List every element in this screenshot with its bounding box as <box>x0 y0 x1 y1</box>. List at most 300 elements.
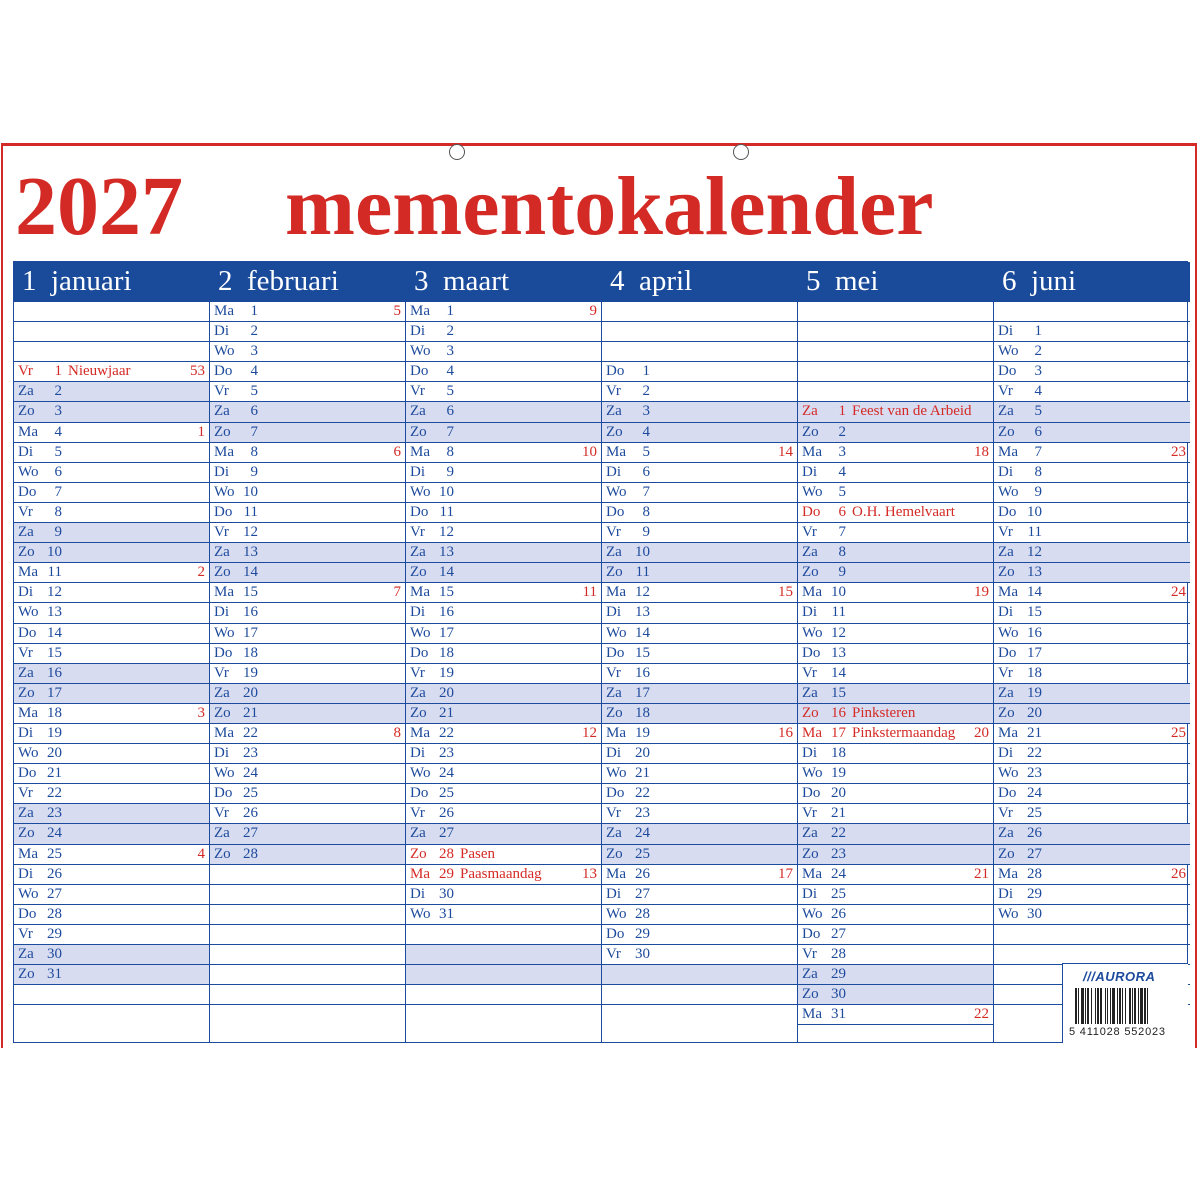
weekday-label: Za <box>998 544 1014 561</box>
day-number: 17 <box>47 684 62 701</box>
day-number: 29 <box>439 865 454 882</box>
day-row <box>406 965 601 985</box>
brand-logo: ///AURORA <box>1083 969 1156 984</box>
day-number: 9 <box>838 564 846 581</box>
day-row <box>602 784 797 804</box>
day-number: 18 <box>47 704 62 721</box>
month-header: 2 februari <box>210 262 405 302</box>
day-row <box>798 704 993 724</box>
weekday-label: Ma <box>18 423 38 440</box>
day-row <box>406 443 601 463</box>
day-row <box>14 322 209 342</box>
day-number: 14 <box>635 624 650 641</box>
weekday-label: Di <box>606 885 621 902</box>
day-number: 14 <box>1027 584 1042 601</box>
weekday-label: Vr <box>18 644 33 661</box>
day-row <box>994 905 1190 925</box>
day-row <box>406 925 601 945</box>
day-row <box>602 664 797 684</box>
day-row <box>602 503 797 523</box>
week-number: 23 <box>1171 443 1186 460</box>
day-number: 22 <box>439 724 454 741</box>
weekday-label: Do <box>998 785 1017 802</box>
weekday-label: Vr <box>214 383 229 400</box>
day-row <box>406 423 601 443</box>
day-row <box>406 644 601 664</box>
day-number: 6 <box>642 463 650 480</box>
day-number: 23 <box>635 805 650 822</box>
weekday-label: Vr <box>18 503 33 520</box>
month-column <box>210 262 406 1042</box>
weekday-label: Do <box>606 363 625 380</box>
day-number: 6 <box>838 503 846 520</box>
day-row <box>798 382 993 402</box>
day-number: 28 <box>1027 865 1042 882</box>
day-row <box>210 664 405 684</box>
day-number: 8 <box>54 503 62 520</box>
day-number: 5 <box>250 383 258 400</box>
day-number: 21 <box>243 704 258 721</box>
day-row <box>994 423 1190 443</box>
barcode-bar <box>1122 988 1123 1024</box>
day-number: 4 <box>54 423 62 440</box>
weekday-label: Wo <box>410 483 431 500</box>
day-row <box>602 423 797 443</box>
weekday-label: Za <box>18 664 34 681</box>
day-number: 25 <box>1027 805 1042 822</box>
day-row <box>14 865 209 885</box>
day-row <box>994 824 1190 844</box>
weekday-label: Ma <box>410 584 430 601</box>
weekday-label: Wo <box>802 483 823 500</box>
day-number: 16 <box>831 704 846 721</box>
weekday-label: Zo <box>606 564 623 581</box>
weekday-label: Vr <box>18 363 33 380</box>
weekday-label: Vr <box>18 785 33 802</box>
day-row <box>602 342 797 362</box>
day-number: 12 <box>1027 544 1042 561</box>
weekday-label: Vr <box>214 524 229 541</box>
day-row <box>210 563 405 583</box>
day-number: 12 <box>635 584 650 601</box>
weekday-label: Zo <box>606 423 623 440</box>
day-number: 7 <box>54 483 62 500</box>
holiday-name: Nieuwjaar <box>68 363 131 380</box>
day-number: 29 <box>47 925 62 942</box>
day-number: 8 <box>446 443 454 460</box>
day-row <box>14 302 209 322</box>
day-number: 2 <box>838 423 846 440</box>
day-row <box>210 302 405 322</box>
weekday-label: Zo <box>410 423 427 440</box>
day-number: 30 <box>1027 905 1042 922</box>
holiday-name: Pasen <box>460 845 495 862</box>
weekday-label: Vr <box>606 383 621 400</box>
weekday-label: Za <box>802 544 818 561</box>
day-number: 13 <box>635 604 650 621</box>
day-row <box>994 744 1190 764</box>
day-row <box>406 523 601 543</box>
day-number: 7 <box>446 423 454 440</box>
day-row <box>994 402 1190 422</box>
day-number: 29 <box>635 925 650 942</box>
weekday-label: Zo <box>18 403 35 420</box>
day-number: 30 <box>831 986 846 1003</box>
day-number: 4 <box>1034 383 1042 400</box>
day-row <box>406 483 601 503</box>
day-row <box>210 945 405 965</box>
weekday-label: Ma <box>802 443 822 460</box>
day-number: 25 <box>831 885 846 902</box>
day-number: 24 <box>243 765 258 782</box>
week-number: 2 <box>197 564 205 581</box>
weekday-label: Vr <box>998 524 1013 541</box>
day-row <box>210 764 405 784</box>
day-number: 19 <box>635 724 650 741</box>
day-row <box>406 563 601 583</box>
day-number: 1 <box>446 303 454 319</box>
day-number: 8 <box>642 503 650 520</box>
day-number: 10 <box>47 544 62 561</box>
day-row <box>210 804 405 824</box>
barcode-bar <box>1138 988 1139 1024</box>
weekday-label: Za <box>18 946 34 962</box>
day-number: 31 <box>831 1006 846 1023</box>
weekday-label: Zo <box>214 845 231 862</box>
day-number: 19 <box>831 765 846 782</box>
title-year: 2027 <box>15 160 183 253</box>
weekday-label: Wo <box>606 624 627 641</box>
day-row <box>798 563 993 583</box>
day-number: 18 <box>1027 664 1042 681</box>
day-row <box>14 382 209 402</box>
weekday-label: Do <box>18 765 37 782</box>
day-row <box>14 985 209 1005</box>
weekday-label: Vr <box>802 946 817 962</box>
day-row <box>798 945 993 965</box>
weekday-label: Vr <box>214 664 229 681</box>
day-row <box>994 583 1190 603</box>
weekday-label: Vr <box>410 524 425 541</box>
day-row <box>602 965 797 985</box>
day-row <box>798 784 993 804</box>
day-number: 13 <box>243 544 258 561</box>
month-column <box>994 262 1190 1042</box>
day-number: 8 <box>1034 463 1042 480</box>
day-number: 4 <box>250 363 258 380</box>
weekday-label: Wo <box>18 745 39 762</box>
weekday-label: Do <box>802 785 821 802</box>
day-number: 1 <box>838 403 846 420</box>
weekday-label: Di <box>998 745 1013 762</box>
day-row <box>14 362 209 382</box>
weekday-label: Do <box>18 624 37 641</box>
weekday-label: Vr <box>802 805 817 822</box>
page-title <box>15 157 934 257</box>
day-number: 21 <box>635 765 650 782</box>
day-row <box>14 744 209 764</box>
day-row <box>994 624 1190 644</box>
day-number: 10 <box>439 483 454 500</box>
week-number: 9 <box>589 303 597 319</box>
day-row <box>602 985 797 1005</box>
day-number: 2 <box>54 383 62 400</box>
day-row <box>406 302 601 322</box>
weekday-label: Di <box>802 604 817 621</box>
day-row <box>798 905 993 925</box>
day-number: 21 <box>47 765 62 782</box>
weekday-label: Ma <box>998 865 1018 882</box>
day-number: 15 <box>439 584 454 601</box>
day-row <box>994 684 1190 704</box>
day-number: 26 <box>831 905 846 922</box>
weekday-label: Di <box>410 885 425 902</box>
weekday-label: Ma <box>998 584 1018 601</box>
day-number: 7 <box>642 483 650 500</box>
day-number: 13 <box>439 544 454 561</box>
day-row <box>14 624 209 644</box>
day-number: 17 <box>1027 644 1042 661</box>
day-number: 9 <box>446 463 454 480</box>
barcode-bar <box>1095 988 1096 1024</box>
day-number: 11 <box>831 604 846 621</box>
day-number: 4 <box>446 363 454 380</box>
week-number: 12 <box>582 724 597 741</box>
day-row <box>406 905 601 925</box>
barcode-bar <box>1129 988 1131 1024</box>
day-number: 3 <box>1034 363 1042 380</box>
day-row <box>406 684 601 704</box>
day-row <box>406 583 601 603</box>
day-row <box>798 804 993 824</box>
day-number: 29 <box>1027 885 1042 902</box>
day-number: 27 <box>439 825 454 842</box>
day-number: 1 <box>54 363 62 380</box>
day-row <box>406 624 601 644</box>
day-number: 30 <box>635 946 650 962</box>
day-number: 13 <box>47 604 62 621</box>
week-number: 22 <box>974 1006 989 1023</box>
weekday-label: Za <box>18 383 34 400</box>
day-number: 25 <box>439 785 454 802</box>
week-number: 11 <box>582 584 597 601</box>
day-number: 12 <box>47 584 62 601</box>
day-number: 5 <box>54 443 62 460</box>
day-row <box>14 402 209 422</box>
day-row <box>994 724 1190 744</box>
day-row <box>994 503 1190 523</box>
weekday-label: Wo <box>998 624 1019 641</box>
day-row <box>602 684 797 704</box>
weekday-label: Wo <box>410 343 431 360</box>
weekday-label: Wo <box>802 905 823 922</box>
day-row <box>994 362 1190 382</box>
weekday-label: Za <box>802 966 818 983</box>
weekday-label: Wo <box>410 905 431 922</box>
day-number: 23 <box>243 745 258 762</box>
day-row <box>798 824 993 844</box>
day-number: 10 <box>243 483 258 500</box>
day-number: 4 <box>642 423 650 440</box>
day-row <box>14 563 209 583</box>
weekday-label: Wo <box>998 343 1019 360</box>
day-row <box>994 463 1190 483</box>
weekday-label: Do <box>18 905 37 922</box>
day-row <box>994 483 1190 503</box>
day-number: 28 <box>243 845 258 862</box>
week-number: 6 <box>393 443 401 460</box>
barcode-bar <box>1078 988 1079 1024</box>
day-number: 27 <box>831 925 846 942</box>
weekday-label: Do <box>802 503 821 520</box>
day-row <box>602 382 797 402</box>
weekday-label: Zo <box>998 564 1015 581</box>
day-number: 26 <box>1027 825 1042 842</box>
day-row <box>798 724 993 744</box>
day-row <box>210 744 405 764</box>
weekday-label: Di <box>998 604 1013 621</box>
day-row <box>994 382 1190 402</box>
weekday-label: Do <box>802 644 821 661</box>
day-row <box>994 302 1190 322</box>
day-number: 14 <box>243 564 258 581</box>
month-column <box>406 262 602 1042</box>
weekday-label: Zo <box>410 564 427 581</box>
day-number: 22 <box>831 825 846 842</box>
weekday-label: Ma <box>214 303 234 319</box>
holiday-name: O.H. Hemelvaart <box>852 503 955 520</box>
day-row <box>798 543 993 563</box>
day-number: 21 <box>439 704 454 721</box>
weekday-label: Do <box>410 363 429 380</box>
month-header: 5 mei <box>798 262 993 302</box>
weekday-label: Zo <box>214 423 231 440</box>
weekday-label: Zo <box>802 986 819 1003</box>
weekday-label: Za <box>606 684 622 701</box>
day-row <box>210 925 405 945</box>
day-row <box>210 382 405 402</box>
day-row <box>798 925 993 945</box>
weekday-label: Vr <box>998 383 1013 400</box>
day-row <box>994 845 1190 865</box>
day-row <box>406 402 601 422</box>
weekday-label: Vr <box>802 524 817 541</box>
day-row <box>798 443 993 463</box>
day-row <box>210 603 405 623</box>
weekday-label: Di <box>802 463 817 480</box>
day-row <box>994 603 1190 623</box>
weekday-label: Do <box>606 503 625 520</box>
weekday-label: Zo <box>802 845 819 862</box>
weekday-label: Za <box>214 403 230 420</box>
day-row <box>994 885 1190 905</box>
weekday-label: Ma <box>606 724 626 741</box>
day-row <box>406 764 601 784</box>
weekday-label: Do <box>802 925 821 942</box>
day-row <box>798 362 993 382</box>
day-number: 6 <box>54 463 62 480</box>
day-row <box>994 784 1190 804</box>
day-row <box>602 563 797 583</box>
day-row <box>994 804 1190 824</box>
day-row <box>14 342 209 362</box>
day-number: 8 <box>838 544 846 561</box>
day-row <box>798 684 993 704</box>
day-row <box>406 704 601 724</box>
day-row <box>798 644 993 664</box>
weekday-label: Do <box>18 483 37 500</box>
weekday-label: Wo <box>214 343 235 360</box>
day-number: 19 <box>47 724 62 741</box>
day-number: 24 <box>1027 785 1042 802</box>
day-number: 27 <box>635 885 650 902</box>
day-row <box>210 905 405 925</box>
day-row <box>210 362 405 382</box>
day-number: 1 <box>250 303 258 319</box>
barcode-bar <box>1147 988 1148 1024</box>
day-row <box>14 804 209 824</box>
day-number: 10 <box>831 584 846 601</box>
day-row <box>14 704 209 724</box>
day-number: 9 <box>250 463 258 480</box>
brand-logo-box <box>1062 963 1188 1043</box>
day-number: 14 <box>439 564 454 581</box>
weekday-label: Wo <box>214 765 235 782</box>
day-number: 20 <box>439 684 454 701</box>
weekday-label: Ma <box>18 704 38 721</box>
weekday-label: Za <box>18 805 34 822</box>
barcode-bar <box>1117 988 1118 1024</box>
day-row <box>798 624 993 644</box>
weekday-label: Za <box>606 403 622 420</box>
day-row <box>602 704 797 724</box>
day-row <box>210 423 405 443</box>
weekday-label: Di <box>410 323 425 340</box>
day-row <box>406 724 601 744</box>
months-grid <box>13 261 1188 1043</box>
day-row <box>14 784 209 804</box>
day-row <box>994 925 1190 945</box>
day-number: 10 <box>1027 503 1042 520</box>
day-row <box>798 1005 993 1025</box>
weekday-label: Ma <box>410 443 430 460</box>
weekday-label: Di <box>998 323 1013 340</box>
weekday-label: Di <box>606 463 621 480</box>
day-row <box>210 543 405 563</box>
day-number: 3 <box>838 443 846 460</box>
day-row <box>14 764 209 784</box>
weekday-label: Za <box>410 684 426 701</box>
day-row <box>210 523 405 543</box>
weekday-label: Zo <box>410 704 427 721</box>
day-row <box>14 443 209 463</box>
weekday-label: Wo <box>998 765 1019 782</box>
day-row <box>210 965 405 985</box>
week-number: 17 <box>778 865 793 882</box>
day-number: 24 <box>47 825 62 842</box>
day-number: 21 <box>831 805 846 822</box>
weekday-label: Wo <box>998 483 1019 500</box>
week-number: 20 <box>974 724 989 741</box>
week-number: 24 <box>1171 584 1186 601</box>
month-column <box>602 262 798 1042</box>
day-number: 30 <box>439 885 454 902</box>
day-row <box>14 644 209 664</box>
weekday-label: Za <box>214 825 230 842</box>
day-row <box>14 905 209 925</box>
day-number: 2 <box>250 323 258 340</box>
weekday-label: Zo <box>214 564 231 581</box>
